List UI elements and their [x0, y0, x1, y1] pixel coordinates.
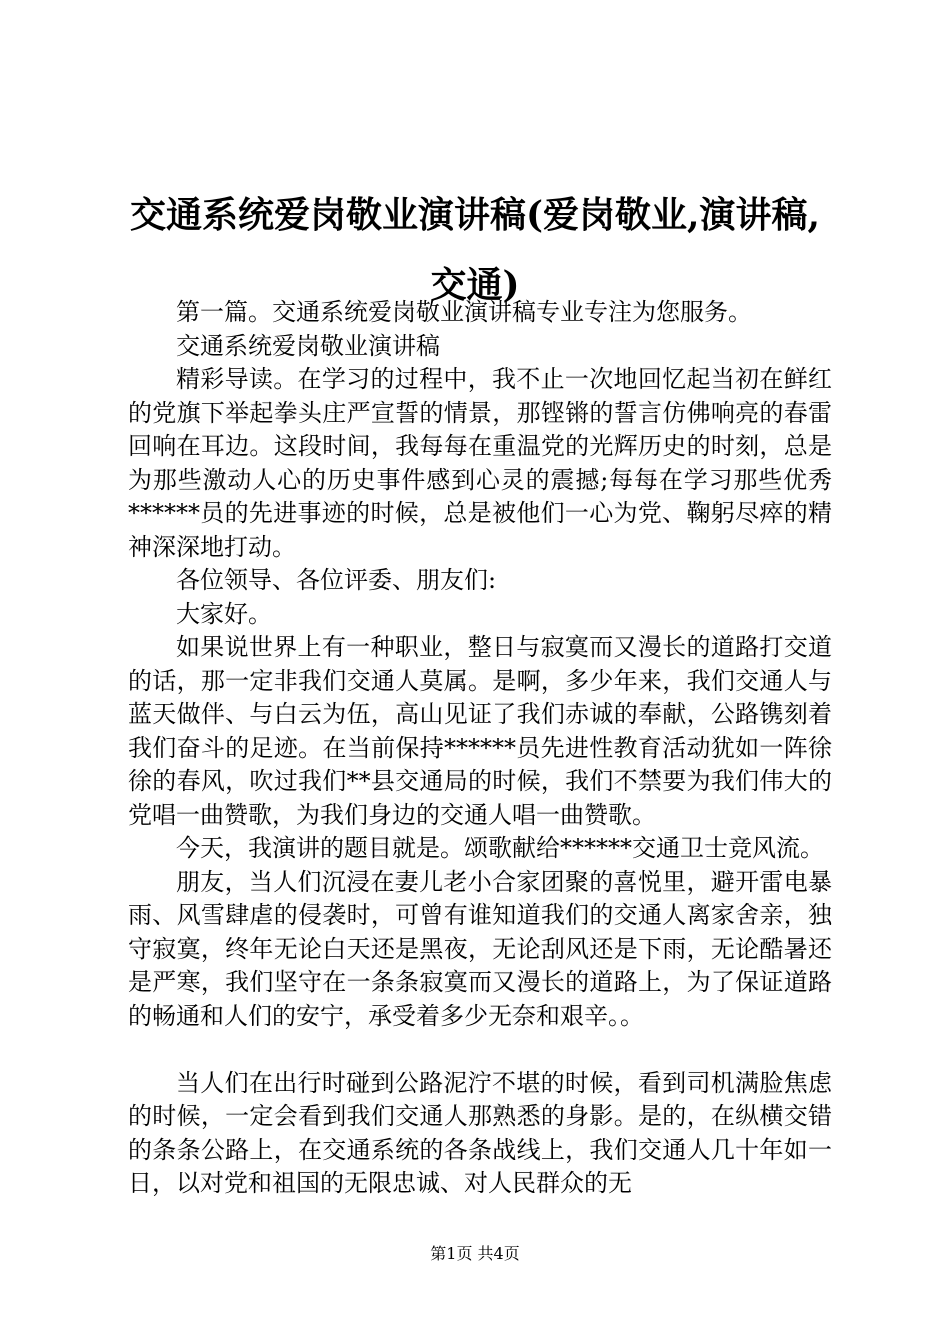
paragraph: 第一篇。交通系统爱岗敬业演讲稿专业专注为您服务。: [176, 298, 752, 326]
paragraph: 精彩导读。在学习的过程中，我不止一次地回忆起当初在鲜红的党旗下举起拳头庄严宣誓的情景，那铿锵的誓言仿佛响亮的春雷回响在耳边。这段时间，我每每在重温党的光辉历史的时刻，总是为那些激动人心的历史事件感到心灵的震撼;每每在学习那些优秀******员的先进事迹的时候，总是被他们一心为党、鞠躬尽瘁的精神深深地打动。: [128, 365, 832, 561]
page-number-footer: 第1页 共4页: [430, 1244, 520, 1263]
paragraph: 朋友，当人们沉浸在妻儿老小合家团聚的喜悦里，避开雷电暴雨、风雪肆虐的侵袭时，可曾有谁知道我们的交通人离家舍亲，独守寂寞，终年无论白天还是黑夜，无论刮风还是下雨，无论酷暑还是严寒，我们坚守在一条条寂寞而又漫长的道路上，为了保证道路的畅通和人们的安宁，承受着多少无奈和艰辛。。: [128, 867, 832, 1030]
paragraph: 今天，我演讲的题目就是。颂歌献给******交通卫士竞风流。: [176, 834, 824, 862]
document-body: [128, 296, 832, 1201]
paragraph: 交通系统爱岗敬业演讲稿: [176, 331, 440, 360]
paragraph: 如果说世界上有一种职业，整日与寂寞而又漫长的道路打交道的话，那一定非我们交通人莫属。是啊，多少年来，我们交通人与蓝天做伴、与白云为伍，高山见证了我们赤诚的奉献，公路镌刻着我们奋斗的足迹。在当前保持******员先进性教育活动犹如一阵徐徐的春风，吹过我们**县交通局的时候，我们不禁要为我们伟大的党唱一曲赞歌，为我们身边的交通人唱一曲赞歌。: [128, 633, 832, 829]
paragraph: 当人们在出行时碰到公路泥泞不堪的时候，看到司机满脸焦虑的时候，一定会看到我们交通人那熟悉的身影。是的，在纵横交错的条条公路上，在交通系统的各条战线上，我们交通人几十年如一日，以对党和祖国的无限忠诚、对人民群众的无: [128, 1068, 832, 1197]
document-title: 交通系统爱岗敬业演讲稿(爱岗敬业,演讲稿,交通): [129, 194, 821, 306]
paragraph: 各位领导、各位评委、朋友们:: [176, 566, 497, 594]
paragraph: 大家好。: [176, 599, 272, 628]
